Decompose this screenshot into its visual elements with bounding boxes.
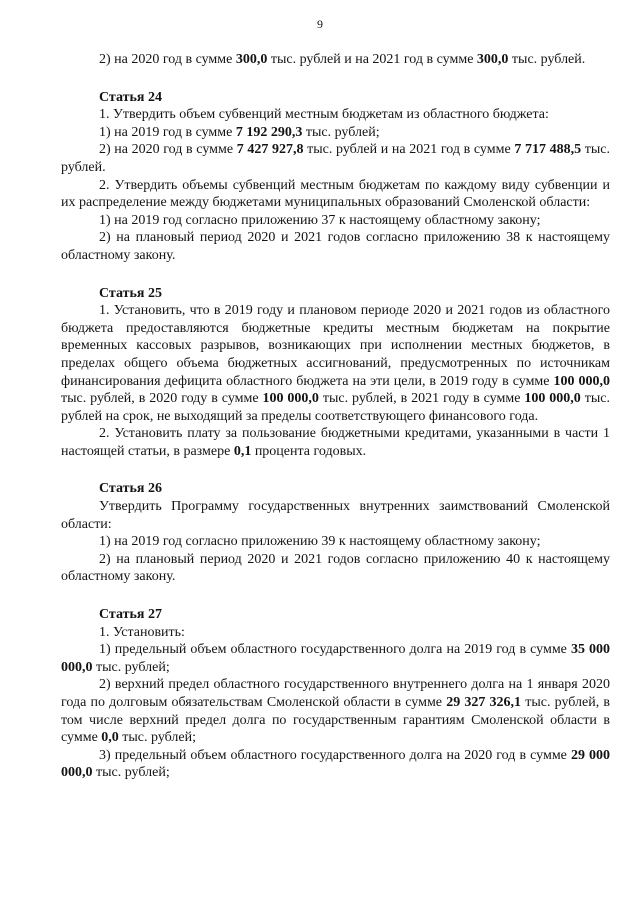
article-27-paragraph-4: 3) предельный объем областного государственного долга на 2020 год в сумме 29 000 000,0 тыс. рублей; [61,747,611,781]
article-27-paragraph-1: 1. Установить: [99,624,185,640]
article-24-paragraph-6: 2) на плановый период 2020 и 2021 годов согласно приложению 38 к настоящему областному закону. [61,230,610,263]
article-24-paragraph-5: 1) на 2019 год согласно приложению 37 к настоящему областному закону; [99,212,541,228]
article-27-heading: Статья 27 [99,607,162,623]
article-26-paragraph-1: Утвердить Программу государственных внутренних заимствований Смоленской области: [61,499,610,532]
article-24-paragraph-2: 1) на 2019 год в сумме 7 192 290,3 тыс. рублей; [99,124,380,140]
article-27-paragraph-3: 2) верхний предел областного государственного внутреннего долга на 1 января 2020 года по долговым обязательствам Смоленской области в сумме 29 327 326,1 тыс. рублей, в том числе верхний предел долга по государственным гарантиям Смоленской области в сумме 0,0 тыс. рублей; [61,677,611,746]
document-body [61,51,610,782]
page-number: 9 [317,17,323,31]
article-24-paragraph-4: 2. Утвердить объемы субвенций местным бюджетам по каждому виду субвенции и их распределение между бюджетами муниципальных образований Смоленской области: [61,177,610,211]
article-27-paragraph-2: 1) предельный объем областного государственного долга на 2019 год в сумме 35 000 000,0 тыс. рублей; [61,642,611,675]
article-24-paragraph-3: 2) на 2020 год в сумме 7 427 927,8 тыс. рублей и на 2021 год в сумме 7 717 488,5 тыс. рублей. [61,142,611,175]
article-26-heading: Статья 26 [99,481,162,497]
article-25-paragraph-1: 1. Установить, что в 2019 году и плановом периоде 2020 и 2021 годов из областного бюджета предоставляются бюджетные кредиты местным бюджетам на покрытие временных кассовых разрывов, возникающих при исполнении местных бюджетов, в пределах общего объема бюджетных ассигнований, предусмотренных по источникам финансирования дефицита областного бюджета на эти цели, в 2019 году в сумме 100 000,0 тыс. рублей, в 2020 году в сумме 100 000,0 тыс. рублей, в 2021 году в сумме 100 000,0 тыс. рублей на срок, не выходящий за пределы соответствующего финансового года. [61,303,611,424]
article-24-heading: Статья 24 [99,89,162,105]
paragraph-2020-2021-amounts: 2) на 2020 год в сумме 300,0 тыс. рублей и на 2021 год в сумме 300,0 тыс. рублей. [99,52,586,67]
article-25-heading: Статья 25 [99,285,162,301]
article-26-paragraph-3: 2) на плановый период 2020 и 2021 годов согласно приложению 40 к настоящему областному закону. [61,551,610,585]
article-25-paragraph-2: 2. Установить плату за пользование бюджетными кредитами, указанными в части 1 настоящей статьи, в размере 0,1 процента годовых. [61,426,610,459]
article-26-paragraph-2: 1) на 2019 год согласно приложению 39 к настоящему областному закону; [99,534,541,550]
article-24-paragraph-1: 1. Утвердить объем субвенций местным бюджетам из областного бюджета: [99,107,549,123]
